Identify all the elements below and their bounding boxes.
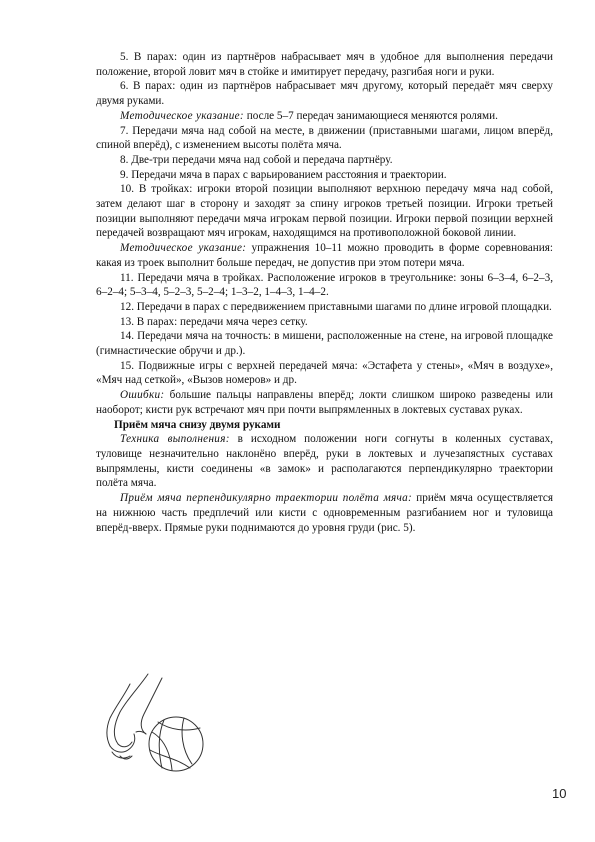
paragraph-11: 11. Передачи мяча в тройках. Расположение игроков в треугольнике: зоны 6–3–4, 6–2–3, 6–2–4; 5–3–4, 5–2–3, 5–2–4; 1–3–2, 1–4–3, 1–4–2. xyxy=(96,271,553,299)
errors-note: Ошибки: большие пальцы направлены вперёд; локти слишком широко разведены или наоборот; кисти рук встречают мяч при почти выпрямленных в локтевых суставах руках. xyxy=(96,389,553,416)
paragraph-10: 10. В тройках: игроки второй позиции выполняют верхнюю передачу мяча над собой, затем делают шаг в сторону и заходят за спину игроков третьей позиции. Игроки третьей позиции выполняют передачи мяча игрокам первой позиции. Игроки первой позиции верхней передачей возвращают мяч игрокам, находящимся на противоположной боковой линии. xyxy=(96,183,553,240)
paragraph-13: 13. В парах: передачи мяча через сетку. xyxy=(120,315,308,328)
volleyball-forearm-pass-sketch-icon xyxy=(100,672,210,790)
reception-paragraph: Приём мяча перпендикулярно траектории полёта мяча: приём мяча осуществляется на нижнюю часть предплечий или кисти с одновременным разгибанием ног и туловища вперёд-вверх. Прямые руки поднимаются до уровня груди (рис. 5). xyxy=(96,492,553,534)
paragraph-15: 15. Подвижные игры с верхней передачей мяча: «Эстафета у стены», «Мяч в воздухе», «Мяч над сеткой», «Вызов номеров» и др. xyxy=(96,359,553,387)
section-heading: Приём мяча снизу двумя руками xyxy=(114,418,281,431)
paragraph-8: 8. Две-три передачи мяча над собой и передача партнёру. xyxy=(120,153,393,166)
paragraph-9: 9. Передачи мяча в парах с варьированием расстояния и траектории. xyxy=(120,168,447,181)
page-number: 10 xyxy=(552,786,567,801)
paragraph-14: 14. Передачи мяча на точность: в мишени, расположенные на стене, на игровой площадке (гимнастические обручи и др.). xyxy=(96,330,553,358)
body-text xyxy=(96,50,553,535)
paragraph-6: 6. В парах: один из партнёров набрасывает мяч другому, который передаёт мяч сверху двумя руками. xyxy=(96,80,553,108)
paragraph-7: 7. Передачи мяча над собой на месте, в движении (приставными шагами, лицом вперёд, спиной вперёд), с изменением высоты полёта мяча. xyxy=(96,124,553,152)
method-note-2: Методическое указание: упражнения 10–11 можно проводить в форме соревнования: какая из троек выполнит больше передач, не допустив при этом потери мяча. xyxy=(96,242,553,269)
method-note-1: Методическое указание: после 5–7 передач занимающиеся меняются ролями. xyxy=(120,109,498,122)
paragraph-5: 5. В парах: один из партнёров набрасывает мяч в удобное для выполнения передачи положение, второй ловит мяч в стойке и имитирует передачу, разгибая ноги и руки. xyxy=(96,51,553,78)
technique-paragraph: Техника выполнения: в исходном положении ноги согнуты в коленных суставах, туловище незначительно наклонёно вперёд, руки в локтевых и лучезапястных суставах выпрямлены, кисти соединены «в замок» и располагаются перпендикулярно траектории полёта мяча. xyxy=(96,433,553,490)
paragraph-12: 12. Передачи в парах с передвижением приставными шагами по длине игровой площадки. xyxy=(120,300,552,313)
